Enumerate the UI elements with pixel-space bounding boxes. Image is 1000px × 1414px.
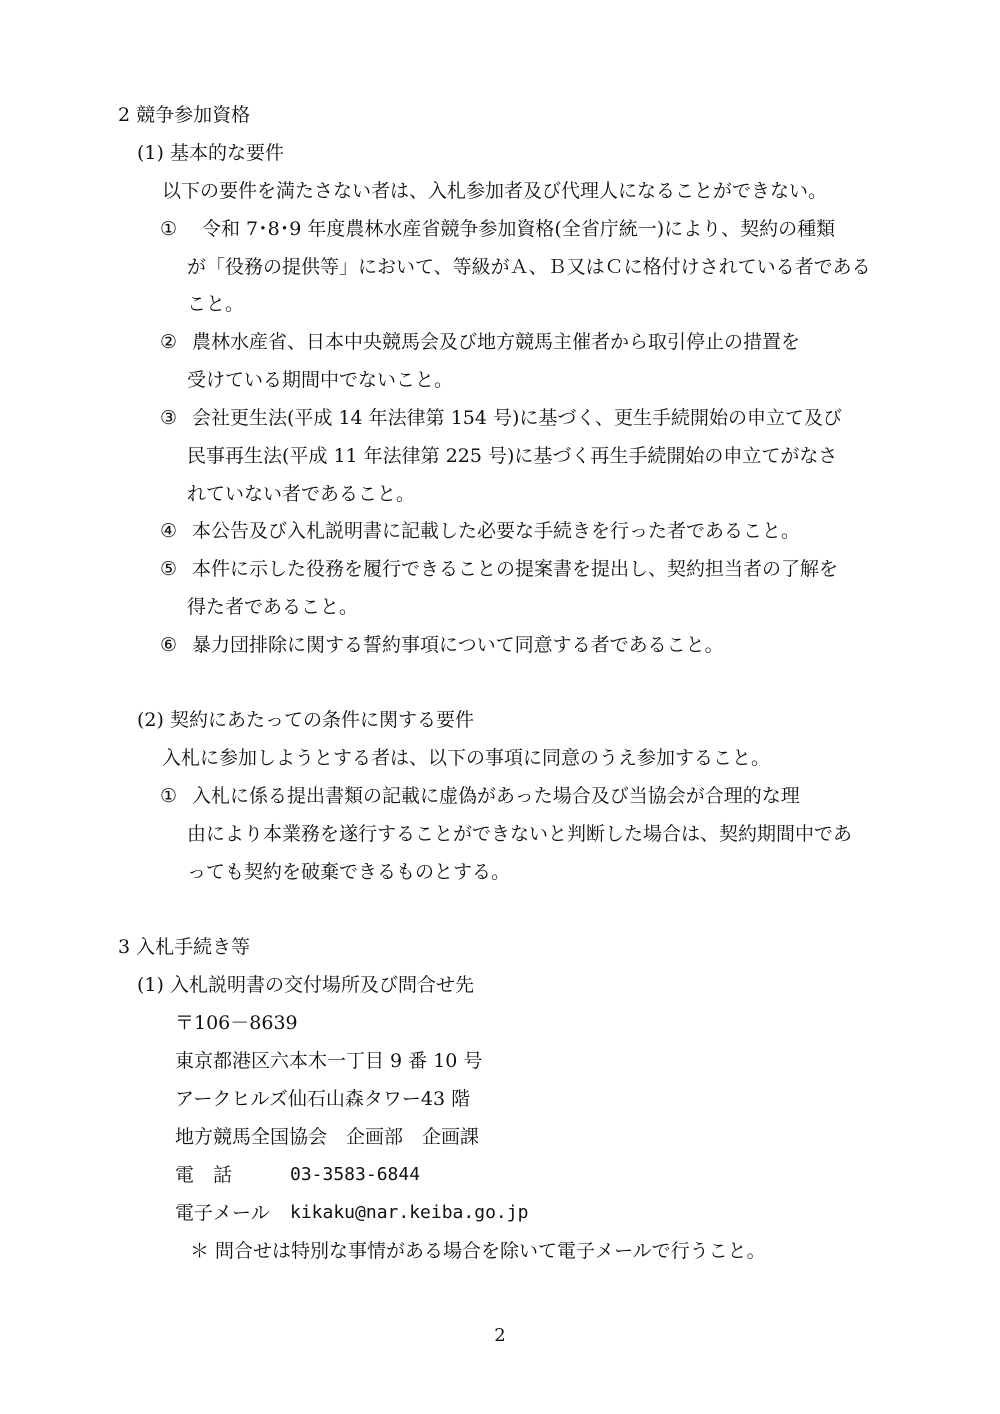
item-number: ⑥	[160, 634, 178, 656]
section-3-heading: 3 入札手続き等	[118, 936, 251, 958]
item-text-line: れていない者であること。	[187, 483, 416, 505]
page-number: 2	[494, 1325, 506, 1346]
organization: 地方競馬全国協会 企画部 企画課	[175, 1126, 480, 1148]
section-2-1-intro: 以下の要件を満たさない者は、入札参加者及び代理人になることができない。	[162, 180, 828, 202]
item-number: ①	[160, 785, 178, 807]
item-text-line: こと。	[187, 293, 245, 315]
tel-label: 電 話	[175, 1164, 233, 1186]
item-text-line: 本件に示した役務を履行できることの提案書を提出し、契約担当者の了解を	[192, 558, 839, 580]
postal-code: 〒106－8639	[175, 1012, 298, 1034]
section-2-heading: 2 競争参加資格	[118, 104, 251, 126]
email-link[interactable]: kikaku@nar.keiba.go.jp	[290, 1202, 529, 1223]
item-text-line: 民事再生法(平成 11 年法律第 225 号)に基づく再生手続開始の申立てがなさ	[187, 445, 838, 467]
building: アークヒルズ仙石山森タワー43 階	[175, 1088, 471, 1110]
item-number: ②	[160, 331, 178, 353]
section-2-1-heading: (1) 基本的な要件	[137, 142, 284, 164]
item-text-line: 由により本業務を遂行することができないと判断した場合は、契約期間中であ	[187, 823, 853, 845]
section-2-2-intro: 入札に参加しようとする者は、以下の事項に同意のうえ参加すること。	[162, 747, 771, 769]
item-number: ④	[160, 520, 178, 542]
item-text-line: 令和 7･8･9 年度農林水産省競争参加資格(全省庁統一)により、契約の種類	[202, 218, 836, 240]
item-text-line: 入札に係る提出書類の記載に虚偽があった場合及び当協会が合理的な理	[192, 785, 800, 807]
item-text-line: 会社更生法(平成 14 年法律第 154 号)に基づく、更生手続開始の申立て及び	[192, 407, 843, 429]
item-number: ①	[160, 218, 178, 240]
email-label: 電子メール	[175, 1202, 270, 1224]
item-number: ③	[160, 407, 178, 429]
item-text-line: 本公告及び入札説明書に記載した必要な手続きを行った者であること。	[192, 520, 801, 542]
item-number: ⑤	[160, 558, 178, 580]
item-text-line: っても契約を破棄できるものとする。	[187, 861, 511, 883]
section-3-1-heading: (1) 入札説明書の交付場所及び問合せ先	[137, 974, 474, 996]
item-text-line: が「役務の提供等」において、等級がＡ、Ｂ又はＣに格付けされている者である	[187, 256, 871, 278]
address: 東京都港区六本木一丁目 9 番 10 号	[175, 1050, 483, 1072]
tel-value: 03-3583-6844	[290, 1164, 421, 1185]
item-text-line: 農林水産省、日本中央競馬会及び地方競馬主催者から取引停止の措置を	[192, 331, 801, 353]
item-text-line: 暴力団排除に関する誓約事項について同意する者であること。	[192, 634, 724, 656]
contact-note: ＊ 問合せは特別な事情がある場合を除いて電子メールで行うこと。	[190, 1240, 766, 1262]
item-text-line: 受けている期間中でないこと。	[187, 369, 454, 391]
item-text-line: 得た者であること。	[187, 596, 359, 618]
section-2-2-heading: (2) 契約にあたっての条件に関する要件	[137, 709, 474, 731]
